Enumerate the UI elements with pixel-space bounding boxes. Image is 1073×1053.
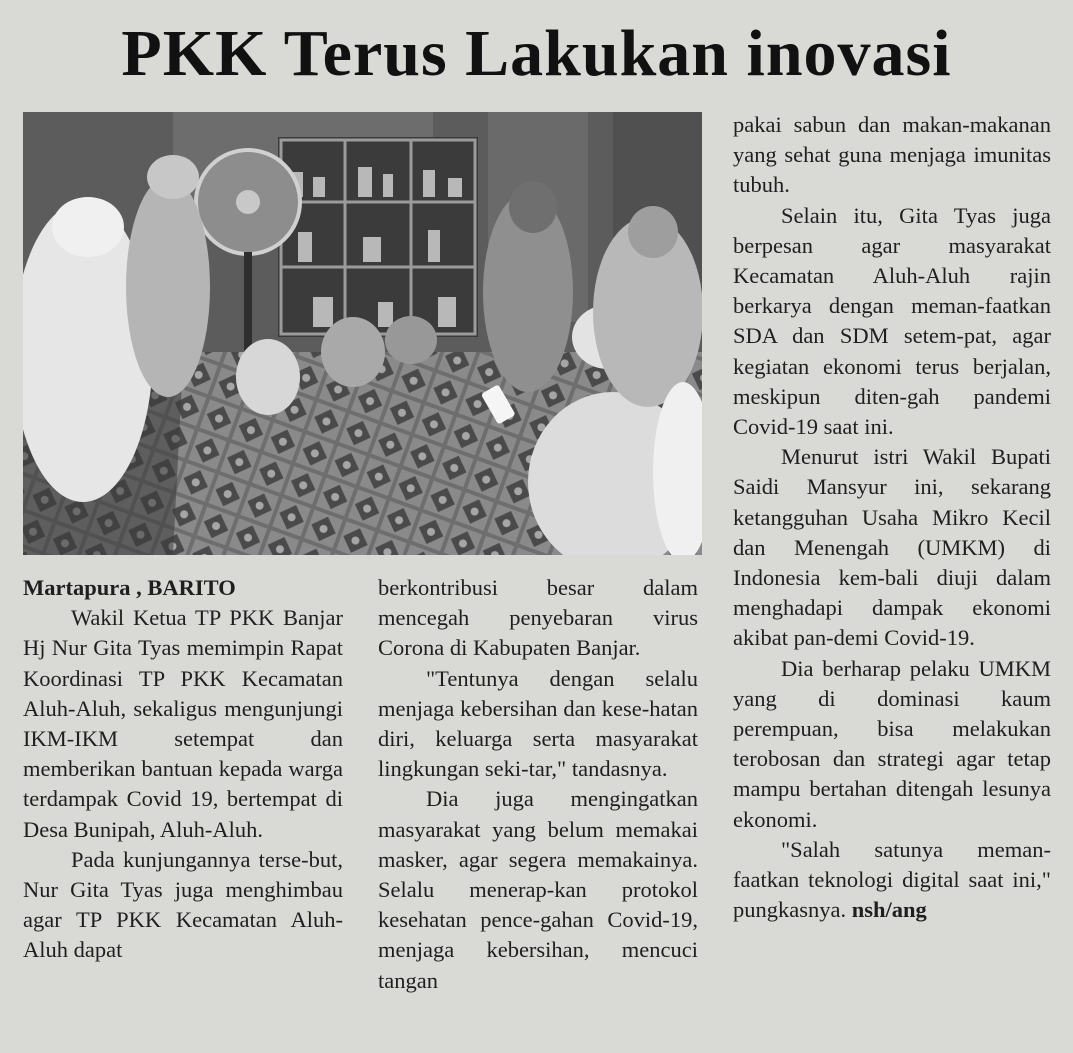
- paragraph: Selain itu, Gita Tyas juga berpesan agar masyarakat Kecamatan Aluh-Aluh rajin berkarya dengan meman-faatkan SDA dan SDM setem-pat, agar kegiatan ekonomi terus berjalan, meskipun diten-gah pandemi Covid-19 saat ini.: [733, 202, 1051, 440]
- news-photo: [23, 112, 702, 555]
- paragraph: Dia berharap pelaku UMKM yang di dominasi kaum perempuan, bisa melakukan terobosan dan strategi agar tetap mampu bertahan ditengah lesunya ekonomi.: [733, 655, 1051, 832]
- column-3: [733, 110, 1051, 925]
- paragraph: Wakil Ketua TP PKK Banjar Hj Nur Gita Tyas memimpin Rapat Koordinasi TP PKK Kecamatan Aluh-Aluh, sekaligus mengunjungi IKM-IKM setempat dan memberikan bantuan kepada warga terdampak Covid 19, bertempat di Desa Bunipah, Aluh-Aluh.: [23, 605, 343, 842]
- column-2: [378, 573, 698, 996]
- paragraph: Dia juga mengingatkan masyarakat yang belum memakai masker, agar segera memakainya. Selalu menerap-kan protokol kesehatan pence-gahan Covid-19, menjaga kebersihan, mencuci tangan: [378, 786, 698, 993]
- paragraph: Menurut istri Wakil Bupati Saidi Mansyur ini, sekarang ketangguhan Usaha Mikro Kecil dan Menengah (UMKM) di Indonesia kem-bali diuji dalam menghadapi dampak ekonomi akibat pan-demi Covid-19.: [733, 444, 1051, 651]
- paragraph: pakai sabun dan makan-makanan yang sehat guna menjaga imunitas tubuh.: [733, 112, 1051, 198]
- author-signature: nsh/ang: [851, 897, 927, 923]
- column-1: [23, 573, 343, 966]
- paragraph: "Tentunya dengan selalu menjaga kebersihan dan kese-hatan diri, keluarga serta masyarakat lingkungan seki-tar," tandasnya.: [378, 665, 698, 782]
- photo-illustration: [23, 112, 702, 555]
- paragraph: Pada kunjungannya terse-but, Nur Gita Tyas juga menghimbau agar TP PKK Kecamatan Aluh-Aluh dapat: [23, 846, 343, 963]
- closing-paragraph: [733, 835, 1051, 926]
- headline: PKK Terus Lakukan inovasi: [121, 17, 952, 90]
- dateline: Martapura , BARITO: [23, 575, 236, 600]
- closing-quote: "Salah satunya meman-faatkan teknologi digital saat ini," pungkasnya.: [733, 836, 1051, 923]
- paragraph: berkontribusi besar dalam mencegah penyebaran virus Corona di Kabupaten Banjar.: [378, 575, 698, 661]
